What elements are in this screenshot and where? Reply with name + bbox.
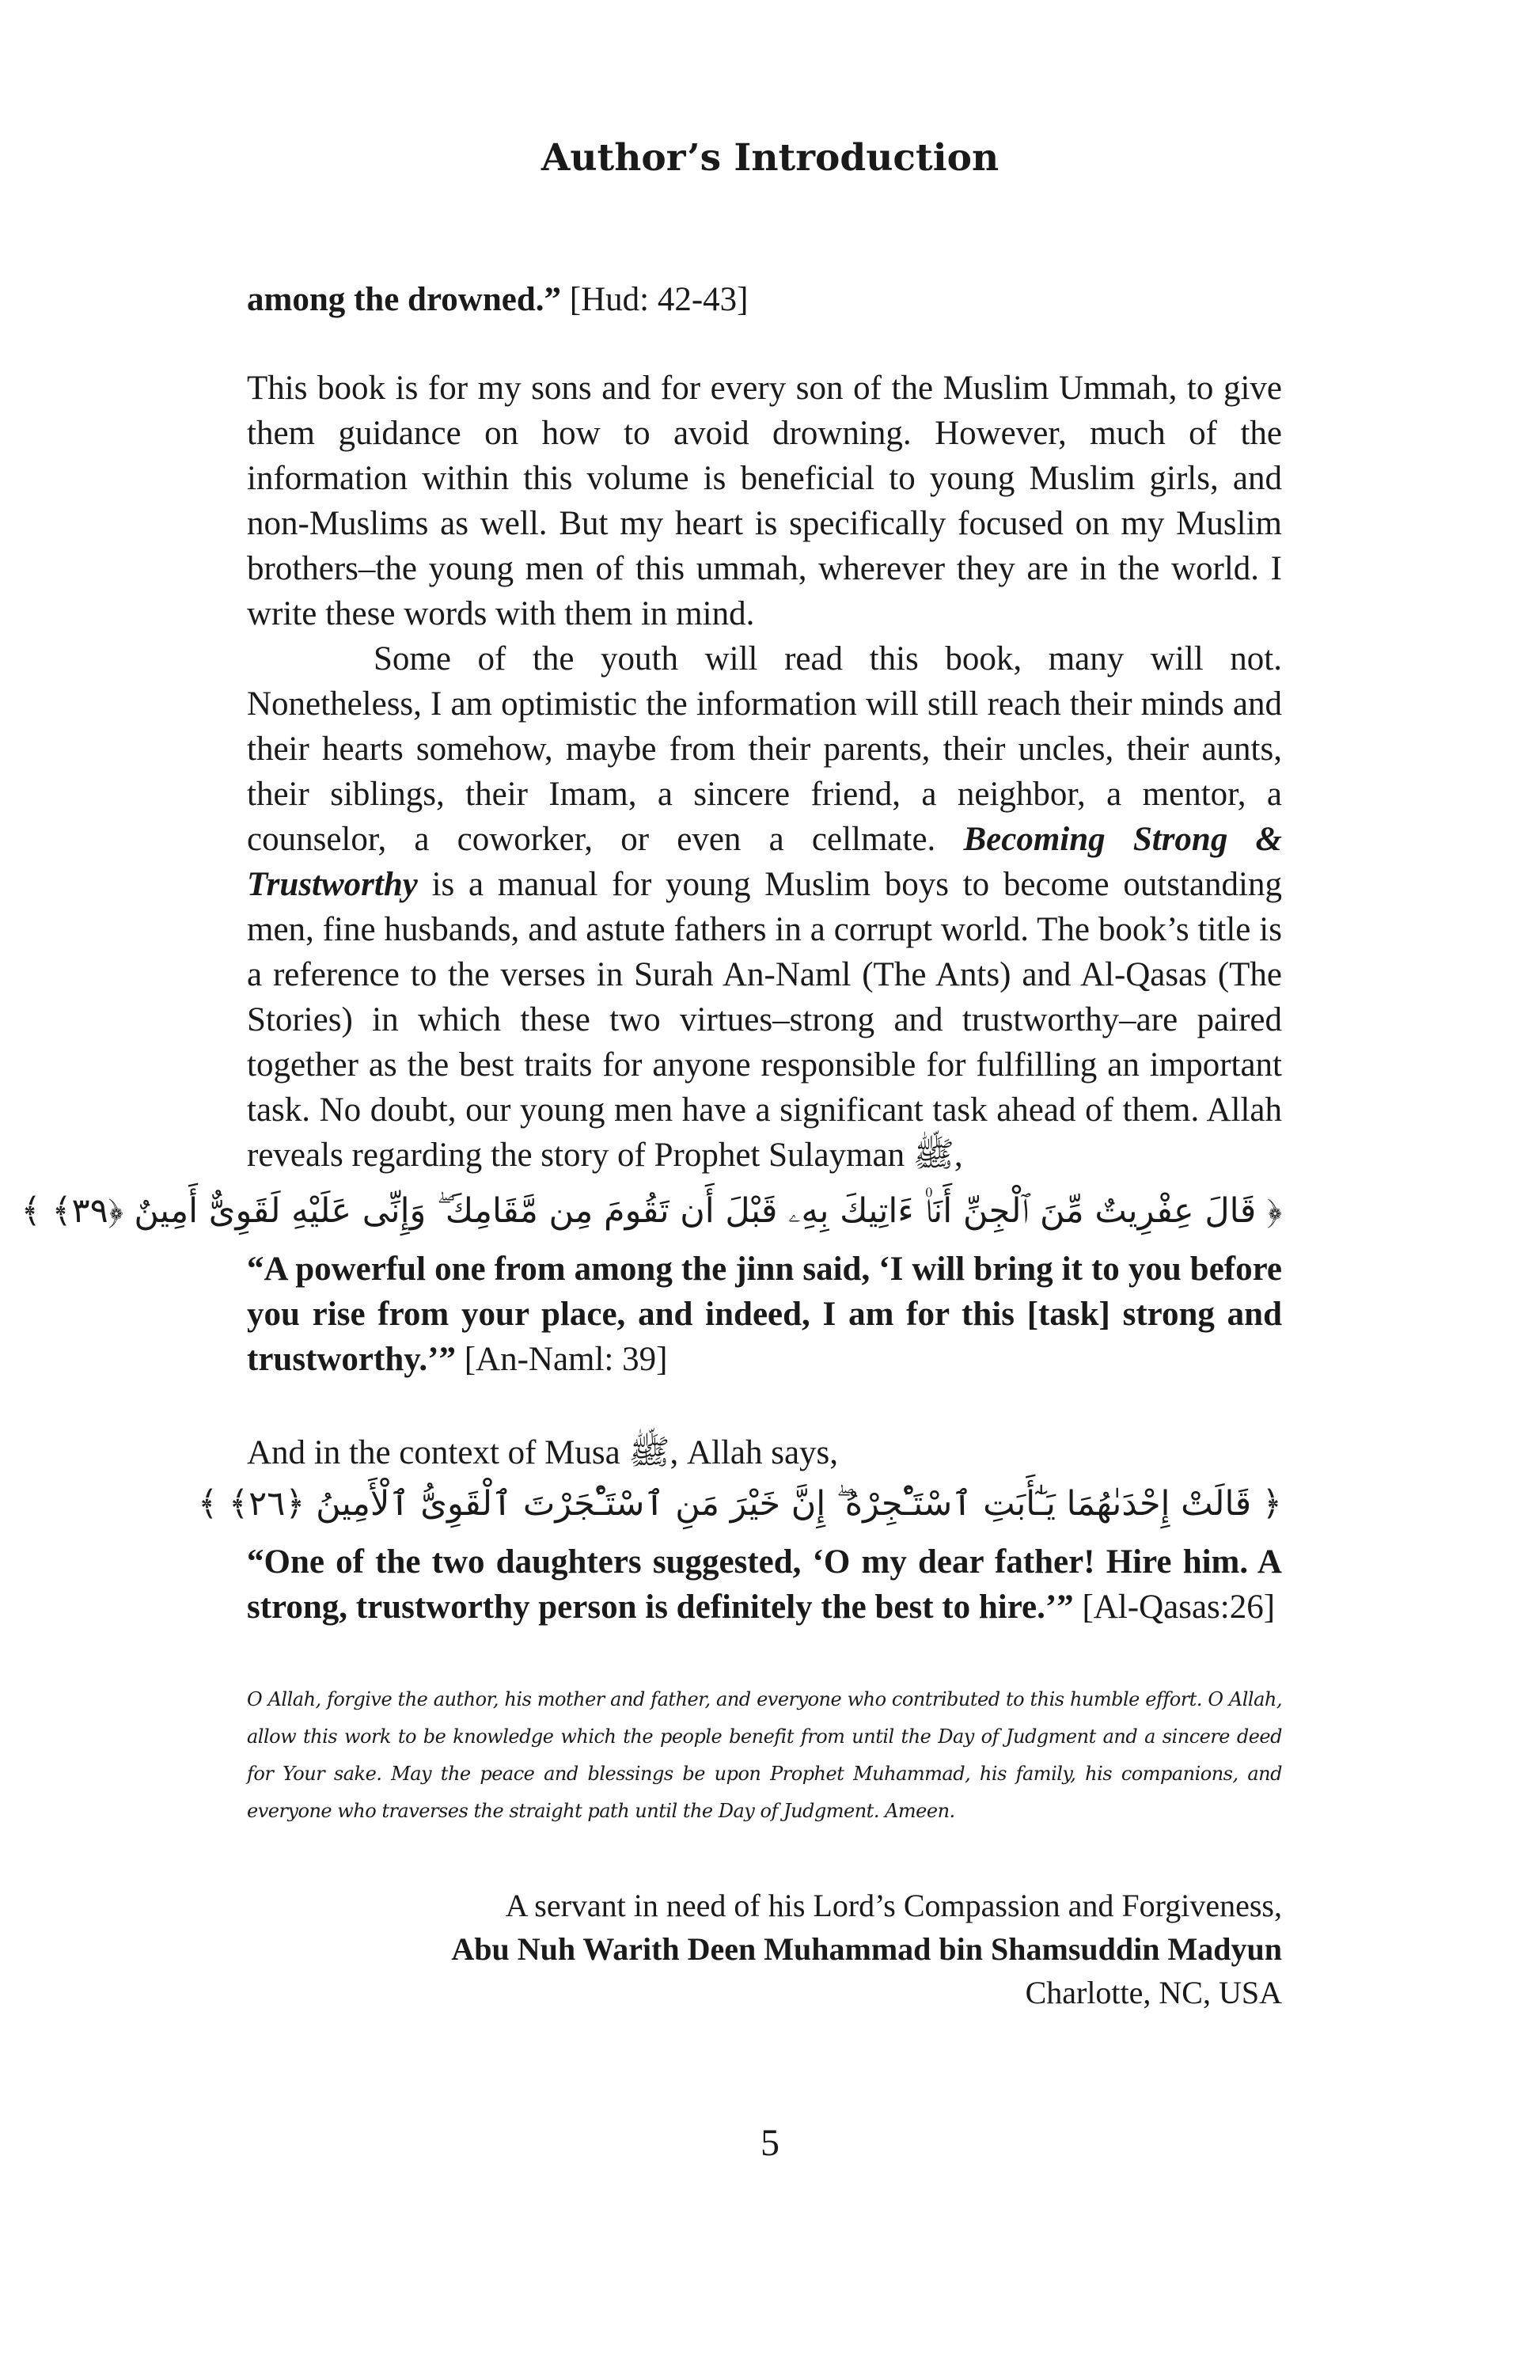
intro-musa: And in the context of Musa ﷺ, Allah says, (247, 1434, 839, 1471)
verse-2-text: “One of the two daughters suggested, ‘O my dear father! Hire him. A strong, trustworthy person is definitely the best to hire.’” (247, 1543, 1282, 1626)
verse-1-reference: [An-Naml: 39] (455, 1341, 668, 1378)
page-title: Author’s Introduction (541, 136, 999, 180)
paragraph-2-start: Some of the youth will read this book, many will not. Nonetheless, I am optimistic the information will still reach their minds and their hearts somehow, maybe from their parents, their uncles, their aunts, their siblings, their Imam, a sincere friend, a neighbor, a mentor, a counselor, a coworker, or even a cellmate. (247, 640, 1282, 858)
arabic-verse-2: ﴿ قَالَتْ إِحْدَىٰهُمَا يَـٰٓأَبَتِ ٱسْتَـْٔجِرْهُ ۖ إِنَّ خَيْرَ مَنِ ٱسْتَـْٔجَرْتَ ٱلْقَوِىُّ ٱلْأَمِينُ ﴿٢٦﴾ ﴾ (198, 1484, 1282, 1524)
quote-ending (247, 277, 1282, 322)
book-title: Becoming Strong & Trustworthy (247, 821, 1282, 903)
page-number: 5 (761, 2122, 779, 2164)
arabic-verse-1: ﴿ قَالَ عِفْرِيتٌ مِّنَ ٱلْجِنِّ أَنَا۠ ءَاتِيكَ بِهِۦ قَبْلَ أَن تَقُومَ مِن مَّقَامِكَ ۖ وَإِنِّى عَلَيْهِ لَقَوِىٌّ أَمِينٌ ﴿٣٩﴾ ﴾ (21, 1191, 1282, 1231)
verse-2-translation (247, 1539, 1282, 1630)
verse-1-translation (247, 1247, 1282, 1382)
paragraph-2-end: is a manual for young Muslim boys to become outstanding men, fine husbands, and astute fathers in a corrupt world. The book’s title is a reference to the verses in Surah An-Naml (The Ants) and Al-Qasas (The Stories) in which these two virtues–strong and trustworthy–are paired together as the best traits for anyone responsible for fulfilling an important task. No doubt, our young men have a significant task ahead of them. Allah reveals regarding the story of Prophet Sulayman ﷺ, (247, 866, 1282, 1174)
signature-block (451, 1884, 1282, 2014)
verse-2-reference: [Al-Qasas:26] (1073, 1589, 1276, 1626)
paragraph-2 (247, 636, 1282, 1178)
body-text (247, 366, 1282, 1178)
verse-1-text: “A powerful one from among the jinn said, ‘I will bring it to you before you rise from your place, and indeed, I am for this [task] strong and trustworthy.’” (247, 1251, 1282, 1378)
signature-line: A servant in need of his Lord’s Compassion and Forgiveness, (505, 1888, 1282, 1923)
quote-reference: [Hud: 42-43] (561, 281, 749, 318)
author-name: Abu Nuh Warith Deen Muhammad bin Shamsuddin Madyun (451, 1931, 1282, 1967)
closing-prayer: O Allah, forgive the author, his mother and father, and everyone who contributed to this humble effort. O Allah, allow this work to be knowledge which the people benefit from until the Day of Judgment and a sincere deed for Your sake. May the peace and blessings be upon Prophet Muhammad, his family, his companions, and everyone who traverses the straight path until the Day of Judgment. Ameen. (247, 1688, 1282, 1822)
author-location: Charlotte, NC, USA (1025, 1975, 1282, 2010)
paragraph-1: This book is for my sons and for every son of the Muslim Ummah, to give them guidance on how to avoid drowning. However, much of the information within this volume is beneficial to young Muslim girls, and non-Muslims as well. But my heart is specifically focused on my Muslim brothers–the young men of this ummah, wherever they are in the world. I write these words with them in mind. (247, 370, 1282, 632)
quote-end-text: among the drowned.” (247, 281, 561, 318)
